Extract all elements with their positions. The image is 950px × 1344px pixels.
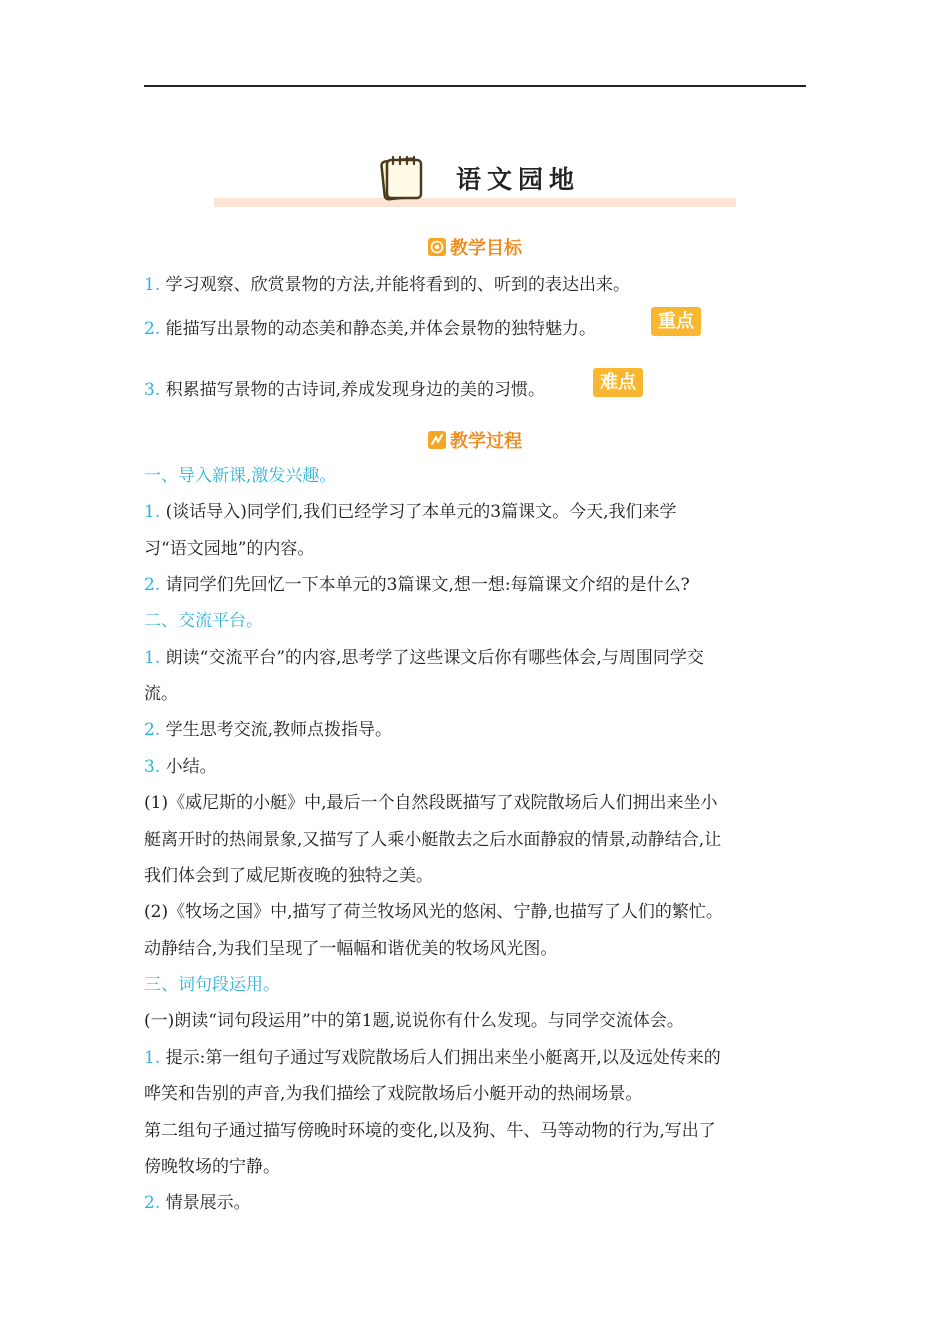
item-number: 2. (144, 575, 161, 595)
text-line: 哗笑和告别的声音,为我们描绘了戏院散场后小艇开动的热闹场景。 (144, 1084, 643, 1104)
item-text: 学生思考交流,教师点拨指导。 (165, 720, 393, 740)
list-item (144, 1047, 721, 1069)
list-item (144, 719, 392, 741)
objectives-heading-label: 教学目标 (450, 238, 522, 259)
item-number: 2. (144, 720, 161, 740)
item-number: 1. (144, 275, 161, 295)
item-number: 1. (144, 502, 161, 522)
process-heading-label: 教学过程 (450, 431, 522, 452)
item-number: 3. (144, 757, 161, 777)
list-item (144, 647, 704, 669)
notepad-icon (377, 152, 425, 202)
item-text: 小结。 (165, 757, 217, 777)
difficulty-badge: 难点 (593, 368, 643, 397)
title-banner (214, 150, 736, 208)
item-text: 情景展示。 (165, 1193, 251, 1213)
list-item (144, 1192, 251, 1214)
item-number: 1. (144, 648, 161, 668)
item-text: (谈话导入)同学们,我们已经学习了本单元的3篇课文。今天,我们来学 (165, 502, 677, 522)
item-text: 能描写出景物的动态美和静态美,并体会景物的独特魅力。 (165, 319, 597, 339)
section-title: 一、导入新课,激发兴趣。 (144, 466, 337, 486)
item-number: 3. (144, 380, 161, 400)
text-line: (1)《威尼斯的小艇》中,最后一个自然段既描写了戏院散场后人们拥出来坐小 (144, 793, 718, 813)
list-item (144, 574, 690, 596)
item-text: 请同学们先回忆一下本单元的3篇课文,想一想:每篇课文介绍的是什么? (165, 575, 690, 595)
objective-item (144, 318, 596, 340)
item-text: 积累描写景物的古诗词,养成发现身边的美的习惯。 (165, 380, 546, 400)
target-icon (428, 238, 446, 256)
text-line: 傍晚牧场的宁静。 (144, 1157, 280, 1177)
title-underline-band (214, 198, 736, 207)
item-text: 提示:第一组句子通过写戏院散场后人们拥出来坐小艇离开,以及远处传来的 (165, 1048, 721, 1068)
objective-item (144, 379, 545, 401)
item-text: 学习观察、欣赏景物的方法,并能将看到的、听到的表达出来。 (165, 275, 631, 295)
text-line: 第二组句子通过描写傍晚时环境的变化,以及狗、牛、马等动物的行为,写出了 (144, 1121, 716, 1141)
zigzag-icon (428, 431, 446, 449)
top-rule (144, 85, 806, 87)
objectives-heading (0, 234, 950, 260)
key-point-badge: 重点 (651, 307, 701, 336)
section-title: 三、词句段运用。 (144, 975, 280, 995)
section-title: 二、交流平台。 (144, 611, 263, 631)
list-item (144, 756, 217, 778)
text-line: (一)朗读“词句段运用”中的第1题,说说你有什么发现。与同学交流体会。 (144, 1011, 684, 1031)
item-number: 1. (144, 1048, 161, 1068)
text-line: (2)《牧场之国》中,描写了荷兰牧场风光的悠闲、宁静,也描写了人们的繁忙。 (144, 902, 723, 922)
text-line: 习“语文园地”的内容。 (144, 539, 315, 559)
text-line: 艇离开时的热闹景象,又描写了人乘小艇散去之后水面静寂的情景,动静结合,让 (144, 830, 722, 850)
objective-item (144, 274, 630, 296)
process-heading (0, 427, 950, 453)
page-title: 语文园地 (456, 165, 581, 194)
text-line: 流。 (144, 684, 178, 704)
item-text: 朗读“交流平台”的内容,思考学了这些课文后你有哪些体会,与周围同学交 (165, 648, 704, 668)
text-line: 动静结合,为我们呈现了一幅幅和谐优美的牧场风光图。 (144, 939, 558, 959)
item-number: 2. (144, 1193, 161, 1213)
list-item (144, 501, 677, 523)
text-line: 我们体会到了威尼斯夜晚的独特之美。 (144, 866, 433, 886)
item-number: 2. (144, 319, 161, 339)
